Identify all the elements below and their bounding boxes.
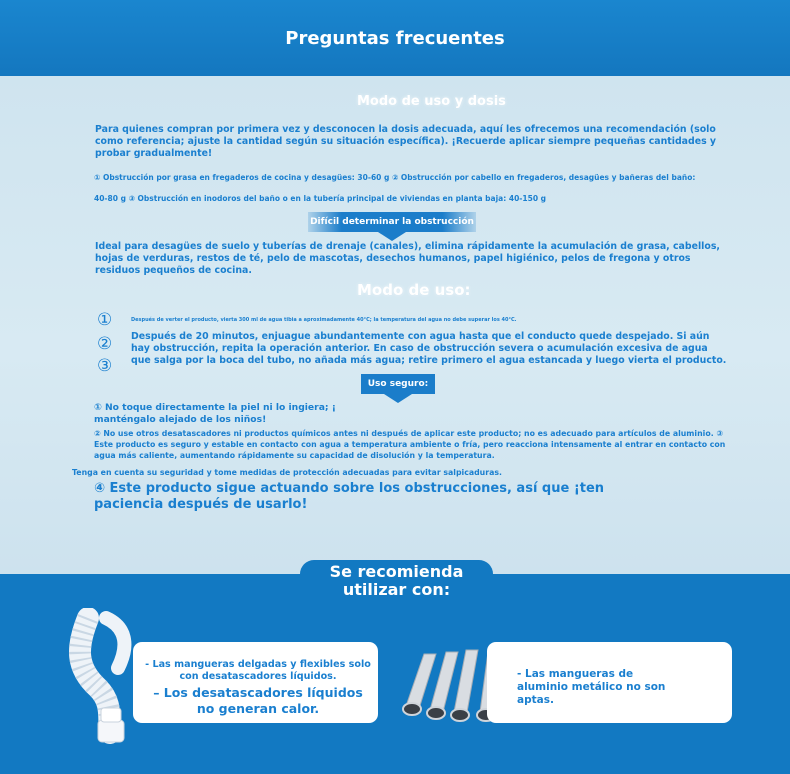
safety-1a: ① No toque directamente la piel ni lo ingiera; ¡ [94, 402, 336, 413]
flexible-hose-text-1: - Las mangueras delgadas y flexibles solo con desatascadores líquidos. [145, 659, 371, 682]
ideal-text: Ideal para desagües de suelo y tuberías de drenaje (canales), elimina rápidamente la acumulación de grasa, cabellos, hojas de verduras, restos de té, pelo de mascotas, desechos humanos, papel higiénico, pelos de fregona y otros residuos pequeños de cocina. [95, 241, 720, 276]
ribbon-obstruction: Difícil determinar la obstrucción [308, 212, 476, 232]
usage-step-2: Después de 20 minutos, enjuague abundantemente con agua hasta que el conducto quede despejado. Si aún hay obstrucción, repita la operación anterior. En caso de obstrucción severa o acumulación excesiva de agua que salga por la boca del tubo, no añada más agua; retire primero el agua estancada y luego vierta el producto. [131, 331, 727, 366]
dosage-line-2: 40-80 g ③ Obstrucción en inodoros del baño o en la tubería principal de viviendas en planta baja: 40-150 g [94, 194, 547, 203]
safety-note: Tenga en cuenta su seguridad y tome medidas de protección adecuadas para evitar salpicaduras. [72, 468, 502, 477]
recommend-title-line-2: utilizar con: [342, 580, 451, 599]
aluminum-hose-card [487, 642, 732, 723]
recommend-tab [300, 560, 493, 612]
dosage-line-1: ① Obstrucción por grasa en fregaderos de cocina y desagües: 30-60 g ② Obstrucción por cabello en fregaderos, desagües y bañeras del baño: [94, 173, 696, 182]
ribbon-safe-use: Uso seguro: [361, 374, 435, 394]
safety-4: ④ Este producto sigue actuando sobre los obstrucciones, así que ¡ten paciencia después de usarlo! [94, 481, 605, 512]
dosage-heading: Modo de uso y dosis [357, 94, 506, 109]
header-bar [0, 0, 790, 76]
step-number-3: ③ [97, 356, 113, 376]
safety-2-3: ② No use otros desatascadores ni productos químicos antes ni después de aplicar este producto; no es adecuado para artículos de aluminio. ③ Este producto es seguro y estable en contacto con agua a temperatura ambiente o fría, pero reacciona intensamente al entrar en contacto con agua más caliente, aumentando rápidamente su capacidad de disolución y la temperatura. [94, 429, 726, 460]
flexible-hose-card [133, 642, 378, 723]
usage-heading: Modo de uso: [357, 281, 471, 299]
safety-1b: manténgalo alejado de los niños! [94, 414, 267, 425]
step-number-1: ① [97, 310, 113, 330]
flexible-hose-text-2: – Los desatascadores líquidos no generan calor. [153, 685, 363, 716]
recommend-section [0, 562, 790, 774]
dosage-intro: Para quienes compran por primera vez y desconocen la dosis adecuada, aquí les ofrecemos una recomendación (solo como referencia; ajuste la cantidad según su situación específica). ¡Recuerde aplicar siempre pequeñas cantidades y probar gradualmente! [95, 124, 717, 159]
step-number-2: ② [97, 334, 113, 354]
usage-step-1: Después de verter el producto, vierta 300 ml de agua tibia a aproximadamente 40°C; la temperatura del agua no debe superar los 40°C. [131, 317, 517, 323]
recommend-title-line-1: Se recomienda [329, 562, 464, 581]
aluminum-hose-text: - Las mangueras de aluminio metálico no son aptas. [517, 668, 666, 706]
faq-panel [0, 76, 790, 574]
page-title: Preguntas frecuentes [285, 28, 505, 49]
